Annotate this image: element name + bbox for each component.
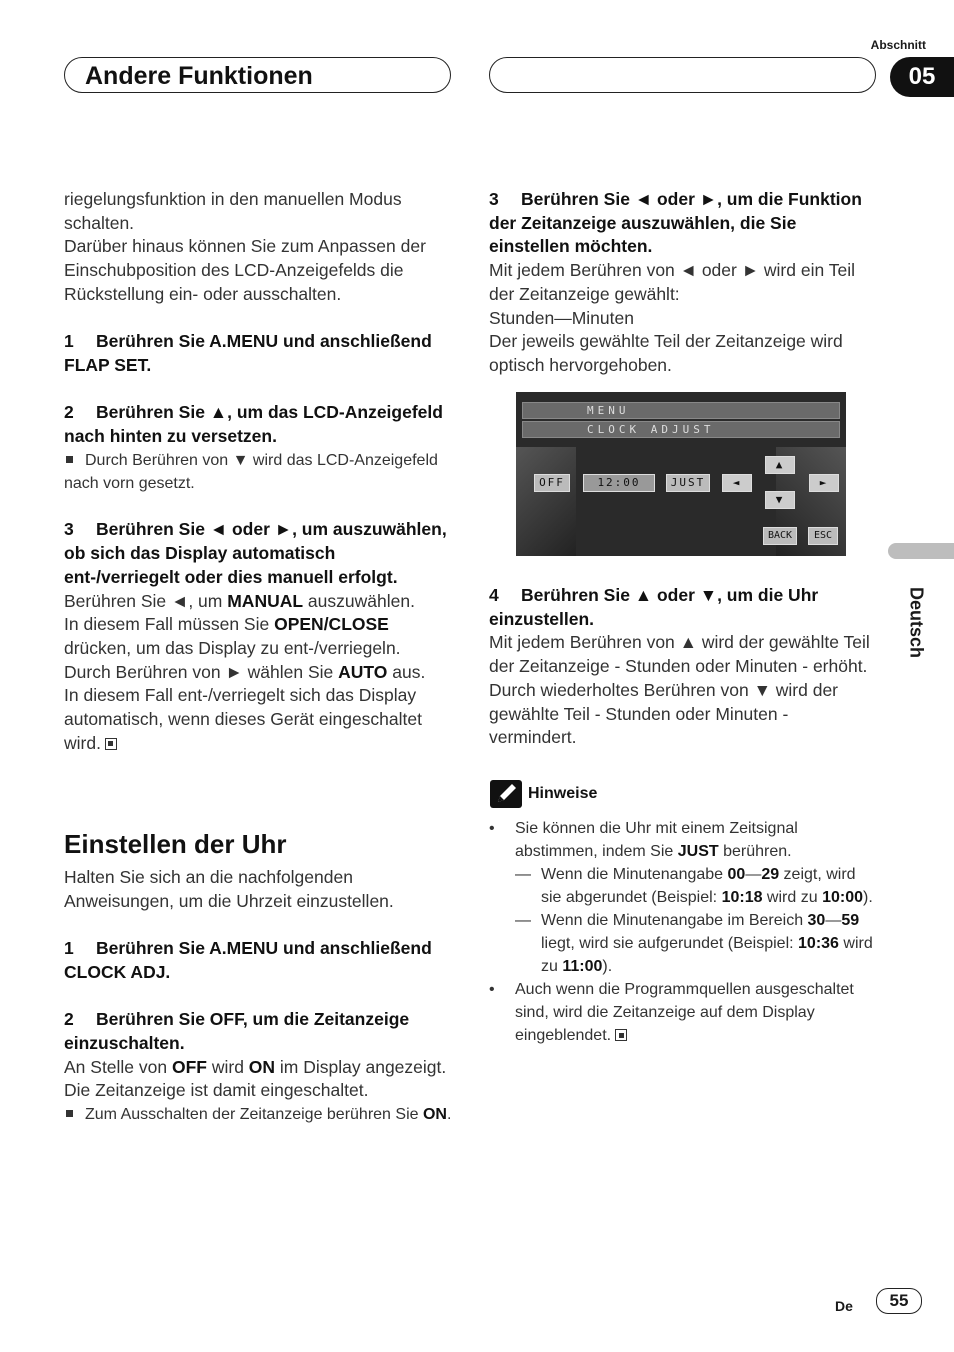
footer-language: De — [835, 1298, 853, 1314]
lcd-esc-button[interactable]: ESC — [808, 527, 838, 545]
right-step-3-body-3: Der jeweils gewählte Teil der Zeitanzeige wird optisch hervorgehoben. — [489, 331, 843, 375]
lcd-down-arrow-button[interactable]: ▼ — [765, 491, 795, 509]
step-2: 2 Berühren Sie ▲, um das LCD-Anzeigefeld nach hinten zu versetzen. — [64, 402, 443, 446]
step-1: 1 Berühren Sie A.MENU und anschließend FLAP SET. — [64, 331, 432, 375]
lcd-display — [516, 392, 846, 556]
section-title-box — [64, 57, 451, 93]
right-step-3-body-2: Stunden—Minuten — [489, 307, 634, 328]
intro-paragraph-1: riegelungsfunktion in den manuellen Modus schalten. — [64, 189, 402, 233]
lcd-just-button[interactable]: JUST — [666, 474, 710, 492]
section-title: Andere Funktionen — [85, 62, 313, 90]
square-bullet-icon — [66, 1110, 73, 1117]
lcd-menu-bar: MENU — [522, 402, 840, 419]
pencil-icon — [490, 780, 522, 808]
language-tab — [888, 543, 954, 559]
clock-step-1: 1 Berühren Sie A.MENU und anschließend CLOCK ADJ. — [64, 938, 432, 982]
heading-intro: Halten Sie sich an die nachfolgenden Anweisungen, um die Uhrzeit einzustellen. — [64, 867, 394, 911]
notes-list — [489, 817, 879, 1047]
end-mark-icon — [105, 738, 117, 750]
step-2-note: Durch Berühren von ▼ wird das LCD-Anzeigefeld nach vorn gesetzt. — [64, 451, 438, 492]
notes-title: Hinweise — [528, 785, 598, 802]
end-mark-icon — [615, 1029, 627, 1041]
step-3: 3 Berühren Sie ◄ oder ►, um auszuwählen, ob sich das Display automatisch ent-/verriegelt oder dies manuell erfolgt. — [64, 519, 447, 587]
chapter-label: Abschnitt — [870, 38, 926, 52]
clock-section — [64, 828, 454, 1126]
lcd-off-button[interactable]: OFF — [534, 474, 570, 492]
note-subitem-1: — Wenn die Minutenangabe 00—29 zeigt, wird sie abgerundet (Beispiel: 10:18 wird zu 10:00). — [515, 866, 873, 906]
clock-step-2-body: An Stelle von OFF wird ON im Display angezeigt. Die Zeitanzeige ist damit eingeschaltet. — [64, 1056, 447, 1101]
right-step-3: 3 Berühren Sie ◄ oder ►, um die Funktion der Zeitanzeige auszuwählen, die Sie einstellen möchten. — [489, 189, 862, 257]
language-label: Deutsch — [906, 586, 927, 658]
note-item-1: • Sie können die Uhr mit einem Zeitsignal abstimmen, indem Sie JUST berühren. — [489, 820, 798, 860]
right-step-3-body-1: Mit jedem Berühren von ◄ oder ► wird ein Teil der Zeitanzeige gewählt: — [489, 260, 856, 304]
note-subitem-2: — Wenn die Minutenangabe im Bereich 30—59 liegt, wird sie aufgerundet (Beispiel: 10:36 wird zu 11:00). — [515, 912, 873, 975]
right-step-4-body: Mit jedem Berühren von ▲ wird der gewählte Teil der Zeitanzeige - Stunden oder Minuten - erhöht. Durch wiederholtes Berühren von ▼ wird der gewählte Teil - Stunden oder Minuten - vermindert. — [489, 632, 870, 748]
header-empty-box — [489, 57, 876, 93]
right-step-4: 4 Berühren Sie ▲ oder ▼, um die Uhr einzustellen. — [489, 585, 819, 629]
clock-step-2: 2 Berühren Sie OFF, um die Zeitanzeige einzuschalten. — [64, 1009, 410, 1053]
square-bullet-icon — [66, 456, 73, 463]
note-item-2: • Auch wenn die Programmquellen ausgeschaltet sind, wird die Zeitanzeige auf dem Display eingeblendet. — [489, 981, 854, 1044]
chapter-number: 05 — [890, 57, 954, 97]
lcd-clock-adjust-bar: CLOCK ADJUST — [522, 421, 840, 438]
page-number: 55 — [876, 1288, 922, 1314]
section-heading: Einstellen der Uhr — [64, 829, 287, 859]
left-column — [64, 188, 454, 755]
lcd-back-button[interactable]: BACK — [763, 527, 797, 545]
clock-step-2-note: Zum Ausschalten der Zeitanzeige berühren Sie ON. — [64, 1103, 454, 1126]
right-column — [489, 188, 879, 378]
lcd-right-arrow-button[interactable]: ► — [809, 474, 839, 492]
lcd-time-display: 12:00 — [583, 474, 655, 492]
lcd-left-arrow-button[interactable]: ◄ — [722, 474, 752, 492]
intro-paragraph-2: Darüber hinaus können Sie zum Anpassen der Einschubposition des LCD-Anzeigefelds die Rückstellung ein- oder ausschalten. — [64, 236, 426, 304]
right-step-4-block — [489, 584, 879, 750]
step-3-body: Berühren Sie ◄, um MANUAL auszuwählen. In diesem Fall müssen Sie OPEN/CLOSE drücken, um das Display zu ent-/verriegeln. Durch Berühren von ► wählen Sie AUTO aus. In diesem Fall ent-/verriegelt sich das Display automatisch, wenn dieses Gerät eingeschaltet wird. — [64, 590, 426, 753]
lcd-up-arrow-button[interactable]: ▲ — [765, 456, 795, 474]
